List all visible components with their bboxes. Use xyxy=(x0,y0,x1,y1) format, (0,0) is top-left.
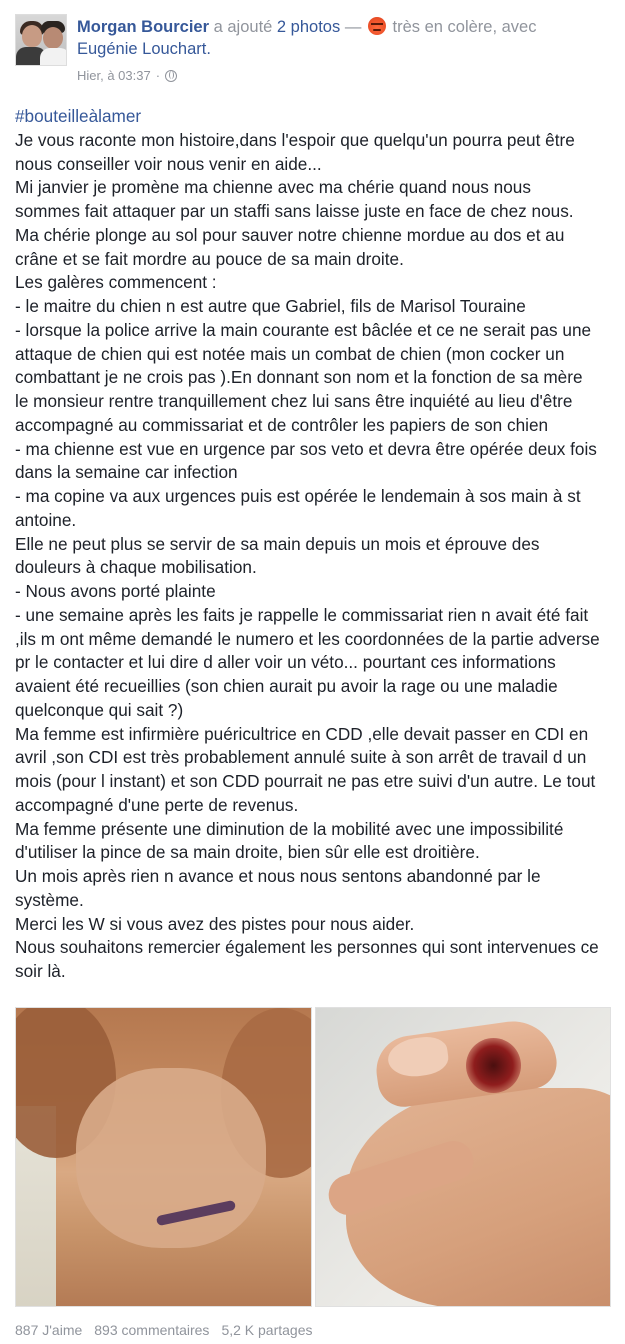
post-text-line: - lorsque la police arrive la main courante est bâclée et ce ne serait pas une xyxy=(15,319,592,340)
post-text-line: Les galères commencent : xyxy=(15,272,217,293)
post-text-line: Un mois après rien n avance et nous nous sentons abandonné par le xyxy=(15,866,541,886)
post-text-line: système. xyxy=(15,889,84,910)
hashtag-link[interactable]: #bouteilleàlamer xyxy=(15,106,142,126)
post-text-line: pr le contacter et lui dire d aller voir un véto... pourtant ces informations xyxy=(15,652,556,673)
post-text-line: d'utiliser la pince de sa main droite, bien sûr elle est droitière. xyxy=(15,842,480,863)
post-text-line: accompagné d'une perte de revenus. xyxy=(15,794,299,815)
photo-grid xyxy=(15,1007,611,1307)
angry-face-emoji-icon xyxy=(368,17,386,35)
post-text-line: quelconque qui sait ?) xyxy=(15,699,184,720)
post-text-line: antoine. xyxy=(15,509,77,530)
post-text-line: dans la semaine car infection xyxy=(15,462,238,483)
post-text-line: - une semaine après les faits je rappelle le commissariat rien n avait été fait xyxy=(15,604,589,625)
likes-count[interactable]: 887 J'aime xyxy=(15,1322,83,1338)
post-text-line: Mi janvier je promène ma chienne avec ma chérie quand nous nous xyxy=(15,177,531,198)
post-text-line: avril ,son CDI est très probablement annulé suite à son arrêt de travail d un xyxy=(15,747,587,768)
post-text-line: - Nous avons porté plainte xyxy=(15,581,216,601)
post-body xyxy=(15,105,615,984)
action-dash: — xyxy=(340,18,366,36)
post-text-line: nous conseiller voir nous venir en aide... xyxy=(15,153,322,174)
post-text-line: soir là. xyxy=(15,961,66,981)
post-text-line: - le maitre du chien n est autre que Gabriel, fils de Marisol Touraine xyxy=(15,296,526,316)
post-text-line: crâne et se fait mordre au pouce de sa main droite. xyxy=(15,248,404,269)
meta-separator: · xyxy=(155,68,161,83)
post-text-line: douleurs à chaque mobilisation. xyxy=(15,557,257,578)
post-text-line: Elle ne peut plus se servir de sa main depuis un mois et éprouve des xyxy=(15,533,540,554)
avatar[interactable] xyxy=(15,14,67,66)
tagged-person-link[interactable]: Eugénie Louchart. xyxy=(77,40,211,58)
post-text-line: - ma copine va aux urgences puis est opérée le lendemain à sos main à st xyxy=(15,486,581,506)
post-text-line: avaient été recueillies (son chien aurait pu avoir la rage ou une maladie xyxy=(15,676,558,696)
post-title-line xyxy=(77,16,612,60)
post-text-line: Ma femme est infirmière puéricultrice en CDD ,elle devait passer en CDI en xyxy=(15,723,589,744)
dog-wound-photo[interactable] xyxy=(15,1007,312,1307)
action-text: a ajouté xyxy=(209,18,277,36)
post-meta xyxy=(77,68,177,83)
post-text-line: accompagné au commissariat et de contrôler les papiers de son chien xyxy=(15,414,549,435)
post-footer xyxy=(15,1322,325,1338)
post-text-line: attaque de chien qui est notée mais un combat de chien (mon cocker un xyxy=(15,343,565,364)
injured-thumb-photo[interactable] xyxy=(315,1007,611,1307)
photos-link[interactable]: 2 photos xyxy=(276,18,341,36)
post-text-line: Ma chérie plonge au sol pour sauver notre chienne mordue au dos et au xyxy=(15,224,565,245)
post-text-line: Ma femme présente une diminution de la mobilité avec une impossibilité xyxy=(15,818,564,839)
post-text-line: mois (pour l instant) et son CDD pourrait ne pas etre suivi d'un autre. Le tout xyxy=(15,771,596,791)
shares-count[interactable]: 5,2 K partages xyxy=(221,1322,313,1338)
post-text-line: le monsieur rentre tranquillement chez lui sans être inquiété au lieu d'être xyxy=(15,391,573,411)
timestamp-link[interactable]: Hier, à 03:37 xyxy=(77,68,151,83)
post-text-line: Je vous raconte mon histoire,dans l'espoir que quelqu'un pourra peut être xyxy=(15,129,575,150)
post-text-line: Merci les W si vous avez des pistes pour nous aider. xyxy=(15,913,415,934)
post-text-line: Nous souhaitons remercier également les personnes qui sont intervenues ce xyxy=(15,937,599,958)
post-header xyxy=(15,14,615,86)
post-text-line: - ma chienne est vue en urgence par sos veto et devra être opérée deux fois xyxy=(15,438,597,459)
globe-icon[interactable] xyxy=(165,70,177,82)
author-name-link[interactable]: Morgan Bourcier xyxy=(77,18,210,36)
post-text-line: sommes fait attaquer par un staffi sans laisse juste en face de chez nous. xyxy=(15,201,574,221)
feeling-text: très en colère, avec xyxy=(387,18,537,36)
comments-count[interactable]: 893 commentaires xyxy=(94,1322,210,1338)
post-text-line: combattant je ne crois pas ).En donnant son nom et la fonction de sa mère xyxy=(15,367,583,388)
post-text-line: ,ils m ont même demandé le numero et les coordonnées de la partie adverse xyxy=(15,628,600,649)
